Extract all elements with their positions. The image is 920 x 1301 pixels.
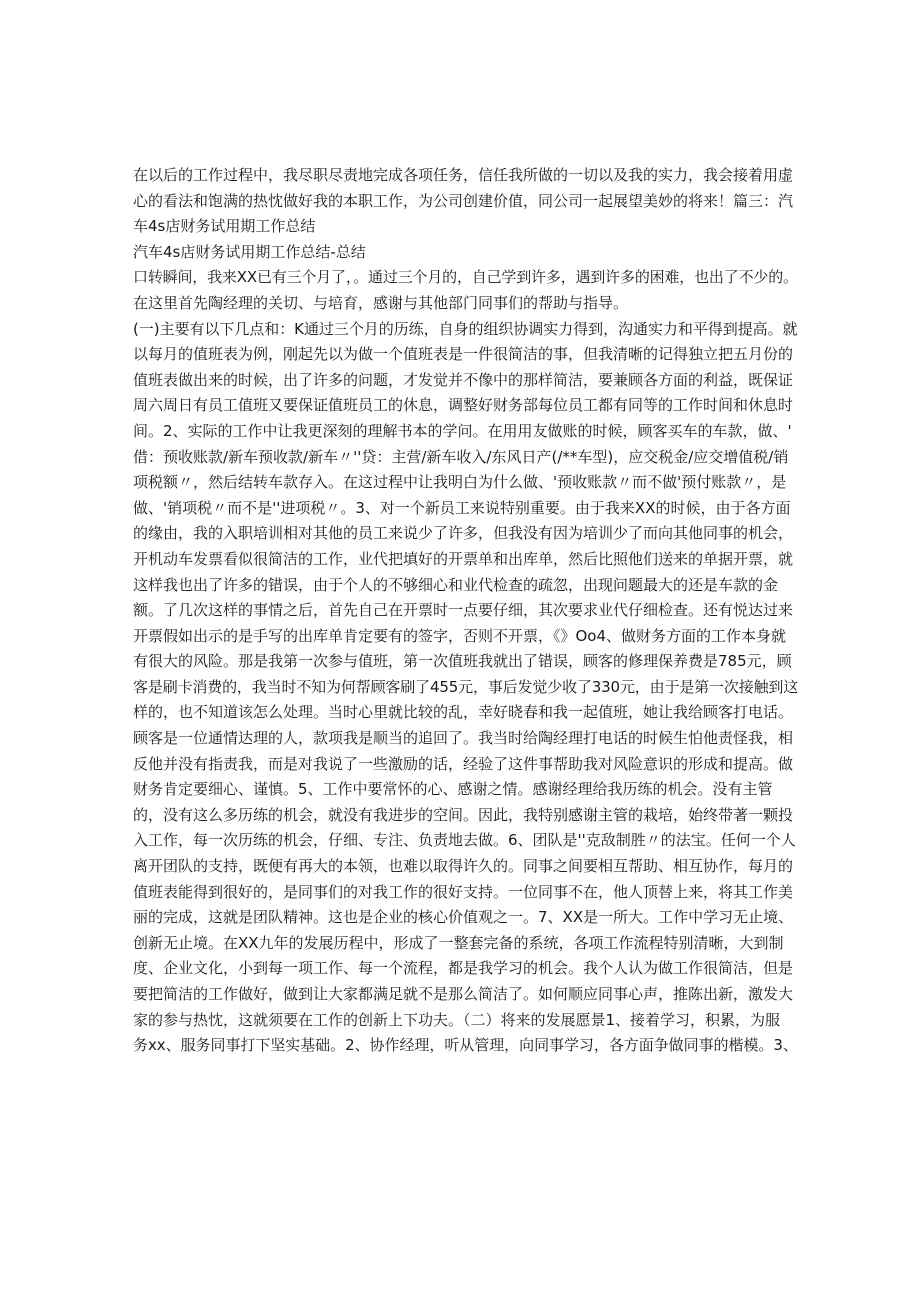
text-line: 的缘由，我的入职培训相对其他的员工来说少了许多，但我没有因为培训少了而向其他同事的机会， (133, 524, 794, 543)
text-line: 丽的完成，这就是团队精神。这也是企业的核心价值观之一。7、XX是一所大。工作中学习无止境、 (133, 908, 794, 927)
text-line: 值班表能得到很好的，是同事们的对我工作的很好支持。一位同事不在，他人顶替上来，将其工作美 (133, 882, 794, 901)
text-line: 的，没有这么多历练的机会，就没有我进步的空间。因此，我特别感谢主管的栽培，始终带著一颗投 (133, 805, 794, 824)
text-line: 借：预收账款/新车预收款/新车〃''贷：主营/新车收入/东风日产(/**车型)，应交税金/应交增值税/销 (133, 447, 789, 466)
text-line: 务xx、服务同事打下坚实基础。2、协作经理，听从管理，向同事学习，各方面争做同事的楷模。3、 (133, 1036, 798, 1055)
text-line: 客是刷卡消费的，我当时不知为何帮顾客刷了455元，事后发觉少收了330元，由于是第一次接触到这 (133, 677, 799, 696)
text-line: 入工作，每一次历练的机会，仔细、专注、负责地去做。6、团队是''克敌制胜〃的法宝。任何一个人 (133, 831, 796, 850)
text-line: 样的，也不知道该怎么处理。当时心里就比较的乱，幸好晓春和我一起值班，她让我给顾客打电话。 (133, 703, 794, 722)
text-line: 口转瞬间，我来XX已有三个月了，。通过三个月的，自己学到许多，遇到许多的困难，也出了不少的。 (133, 268, 798, 287)
text-line: 这样我也出了许多的错误，由于个人的不够细心和业代检查的疏忽，出现问题最大的还是车款的金 (133, 575, 779, 594)
text-line: 要把简洁的工作做好，做到让大家都满足就不是那么简洁了。如何顺应同事心声，推陈出新，激发大 (133, 985, 794, 1003)
text-line: 间。2、实际的工作中让我更深刻的理解书本的学问。在用用友做账的时候，顾客买车的车款，做、' (133, 421, 792, 440)
text-line: (一)主要有以下几点和：K通过三个月的历练，自身的组织协调实力得到，沟通实力和平得到提高。就 (133, 319, 798, 338)
document-body (133, 163, 798, 1059)
text-line: 项税额〃，然后结转车款存入。在这过程中让我明白为什么做、'预收账款〃而不做'预付账款〃，是 (133, 473, 787, 492)
text-line: 做、'销项税〃而不是''进项税〃。3、对一个新员工来说特别重要。由于我来XX的时候，由于各方面 (133, 498, 791, 517)
text-line: 额。了几次这样的事情之后，首先自己在开票时一点要仔细，其次要求业代仔细检查。还有悦达过来 (133, 601, 794, 620)
text-line: 家的参与热忱，这就须要在工作的创新上下功夫。（二）将来的发展愿景1、接着学习，积累，为服 (133, 1010, 781, 1029)
text-line: 顾客是一位通情达理的人，款项我是顺当的追回了。我当时给陶经理打电话的时候生怕他责怪我，相 (133, 729, 794, 748)
text-line: 开机动车发票看似很简洁的工作，业代把填好的开票单和出库单，然后比照他们送来的单据开票，就 (133, 549, 794, 568)
text-line: 反他并没有指责我，而是对我说了一些激励的话，经验了这件事帮助我对风险意识的形成和提高。做 (133, 754, 794, 773)
text-line: 心的看法和饱满的热忱做好我的本职工作，为公司创建价值，同公司一起展望美妙的将来！篇三：汽 (133, 191, 794, 210)
text-line: 车4s店财务试用期工作总结 (133, 217, 316, 236)
text-line: 在以后的工作过程中，我尽职尽责地完成各项任务，信任我所做的一切以及我的实力，我会接着用虚 (133, 166, 794, 184)
text-line: 财务肯定要细心、谨慎。5、工作中要常怀的心、感谢之情。感谢经理给我历练的机会。没有主管 (133, 780, 773, 799)
text-line: 有很大的风险。那是我第一次参与值班，第一次值班我就出了错误，顾客的修理保养费是785元，顾 (133, 652, 792, 671)
text-line: 以每月的值班表为例，刚起先以为做一个值班表是一件很简洁的事，但我清晰的记得独立把五月份的 (133, 345, 794, 364)
text-line: 创新无止境。在XX九年的发展历程中，形成了一整套完备的系统，各项工作流程特别清晰，大到制 (133, 933, 784, 952)
text-line: 汽车4s店财务试用期工作总结-总结 (133, 242, 366, 261)
text-line: 离开团队的支持，既便有再大的本领，也难以取得许久的。同事之间要相互帮助、相互协作，每月的 (133, 857, 794, 876)
text-line: 在这里首先陶经理的关切、与培育，感谢与其他部门同事们的帮助与指导。 (133, 293, 629, 312)
text-line: 值班表做出来的时候，出了许多的问题，才发觉并不像中的那样简洁，要兼顾各方面的利益，既保证 (133, 370, 794, 389)
text-line: 周六周日有员工值班又要保证值班员工的休息，调整好财务部每位员工都有同等的工作时间和休息时 (133, 396, 794, 415)
text-line: 开票假如出示的是手写的出库单肯定要有的签字，否则不开票，《》Oo4、做财务方面的工作本身就 (133, 626, 787, 645)
text-line: 度、企业文化，小到每一项工作、每一个流程，都是我学习的机会。我个人认为做工作很简洁，但是 (133, 959, 794, 978)
